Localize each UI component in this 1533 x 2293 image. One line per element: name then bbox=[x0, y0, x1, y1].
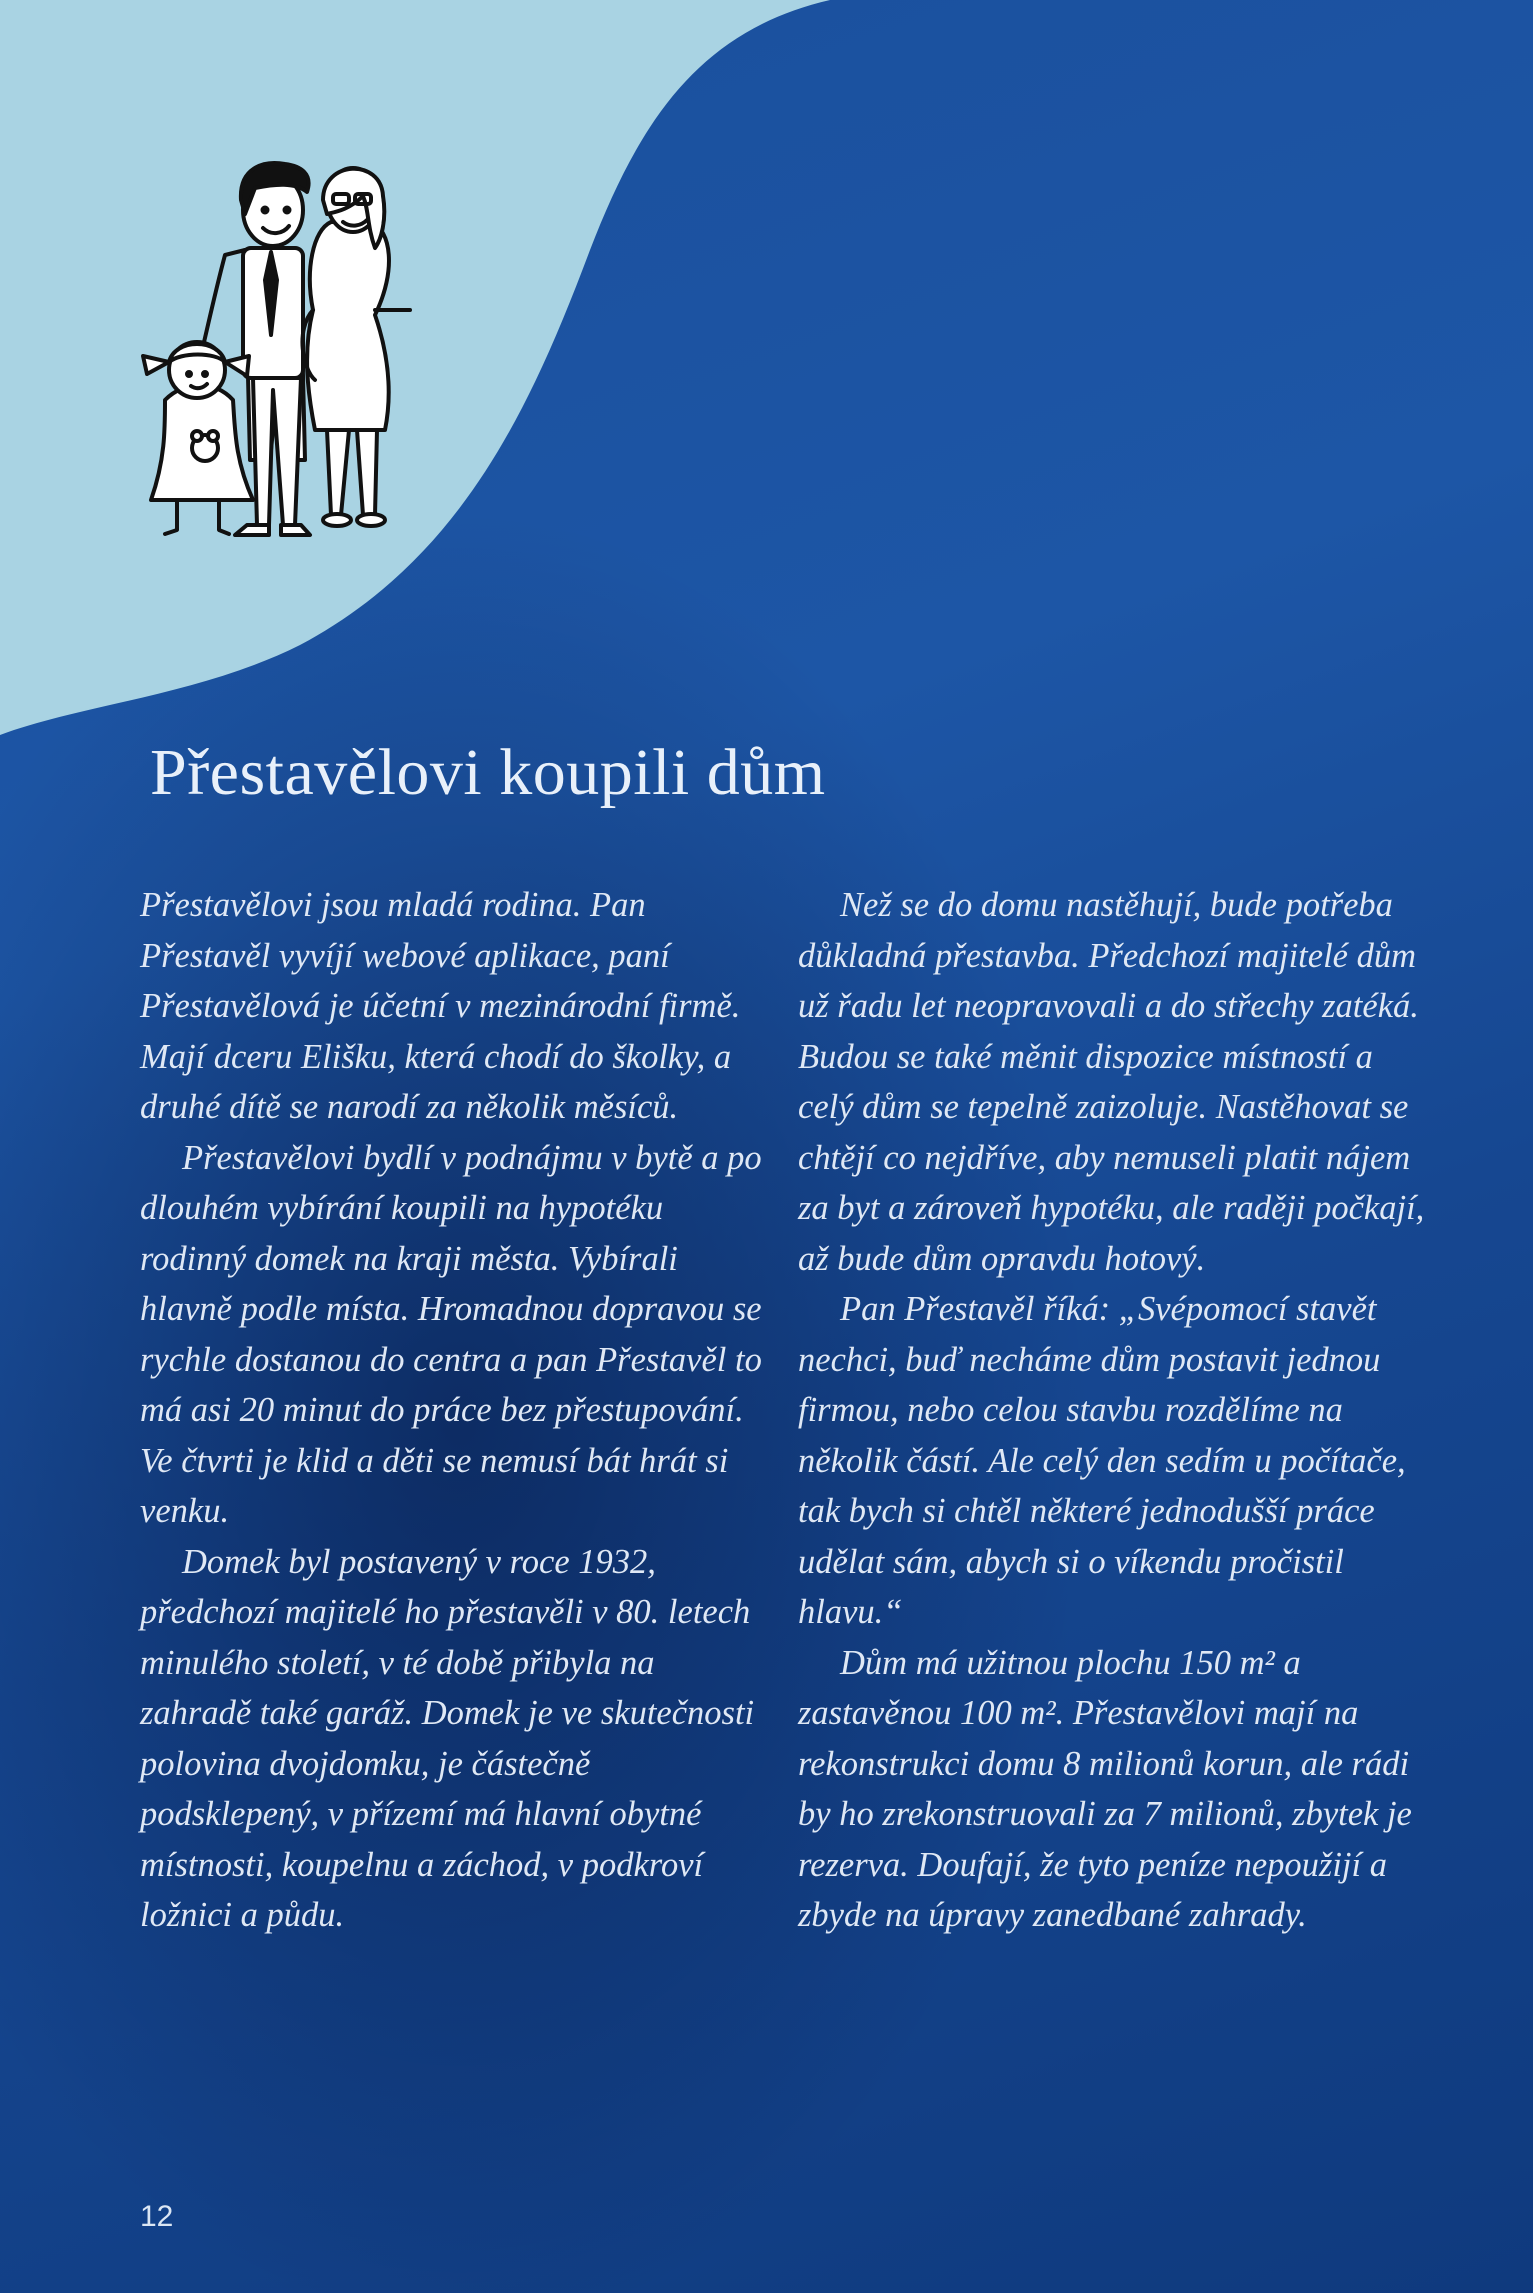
girl-figure bbox=[143, 342, 253, 534]
paragraph: Než se do domu nastěhují, bude potřeba důkladná přestavba. Předchozí majitelé dům už řadu let neopravovali a do střechy zatéká. Budou se také měnit dispozice místností a celý dům se tepelně zaizoluje. Nastěhovat se chtějí co nejdříve, aby nemuseli platit nájem za byt a zároveň hypotéku, ale raději počkají, až bude dům opravdu hotový. bbox=[798, 886, 1425, 1278]
woman-figure bbox=[302, 168, 410, 526]
right-text-column bbox=[798, 880, 1428, 1941]
paragraph: Přestavělovi jsou mladá rodina. Pan Přestavěl vyvíjí webové aplikace, paní Přestavělová je účetní v mezinárodní firmě. Mají dceru Elišku, která chodí do školky, a druhé dítě se narodí za několik měsíců. bbox=[140, 886, 741, 1126]
left-text-column bbox=[140, 880, 770, 1941]
paragraph: Domek byl postavený v roce 1932, předchozí majitelé ho přestavěli v 80. letech minulého století, v té době přibyla na zahradě také garáž. Domek je ve skutečnosti polovina dvojdomku, je částečně podsklepený, v přízemí má hlavní obytné místnosti, koupelnu a záchod, v podkroví ložnici a půdu. bbox=[140, 1542, 755, 1934]
article-title: Přestavělovi koupili dům bbox=[150, 736, 826, 809]
family-illustration bbox=[135, 130, 455, 600]
paragraph: Dům má užitnou plochu 150 m² a zastavěnou 100 m². Přestavělovi mají na rekonstrukci domu 8 milionů korun, ale rádi by ho zrekonstruovali za 7 milionů, zbytek je rezerva. Doufají, že tyto peníze nepoužijí a zbyde na úpravy zanedbané zahrady. bbox=[798, 1643, 1412, 1934]
paragraph: Pan Přestavěl říká: „Svépomocí stavět nechci, buď necháme dům postavit jednou firmou, nebo celou stavbu rozdělíme na několik částí. Ale celý den sedím u počítače, tak bych si chtěl některé jednodušší práce udělat sám, abych si o víkendu pročistil hlavu.“ bbox=[798, 1290, 1406, 1631]
page-number: 12 bbox=[140, 2200, 174, 2233]
paragraph: Přestavělovi bydlí v podnájmu v bytě a po dlouhém vybírání koupili na hypotéku rodinný domek na kraji města. Vybírali hlavně podle místa. Hromadnou dopravou se rychle dostanou do centra a pan Přestavěl to má asi 20 minut do práce bez přestupování. Ve čtvrti je klid a děti se nemusí bát hrát si venku. bbox=[140, 1138, 762, 1530]
